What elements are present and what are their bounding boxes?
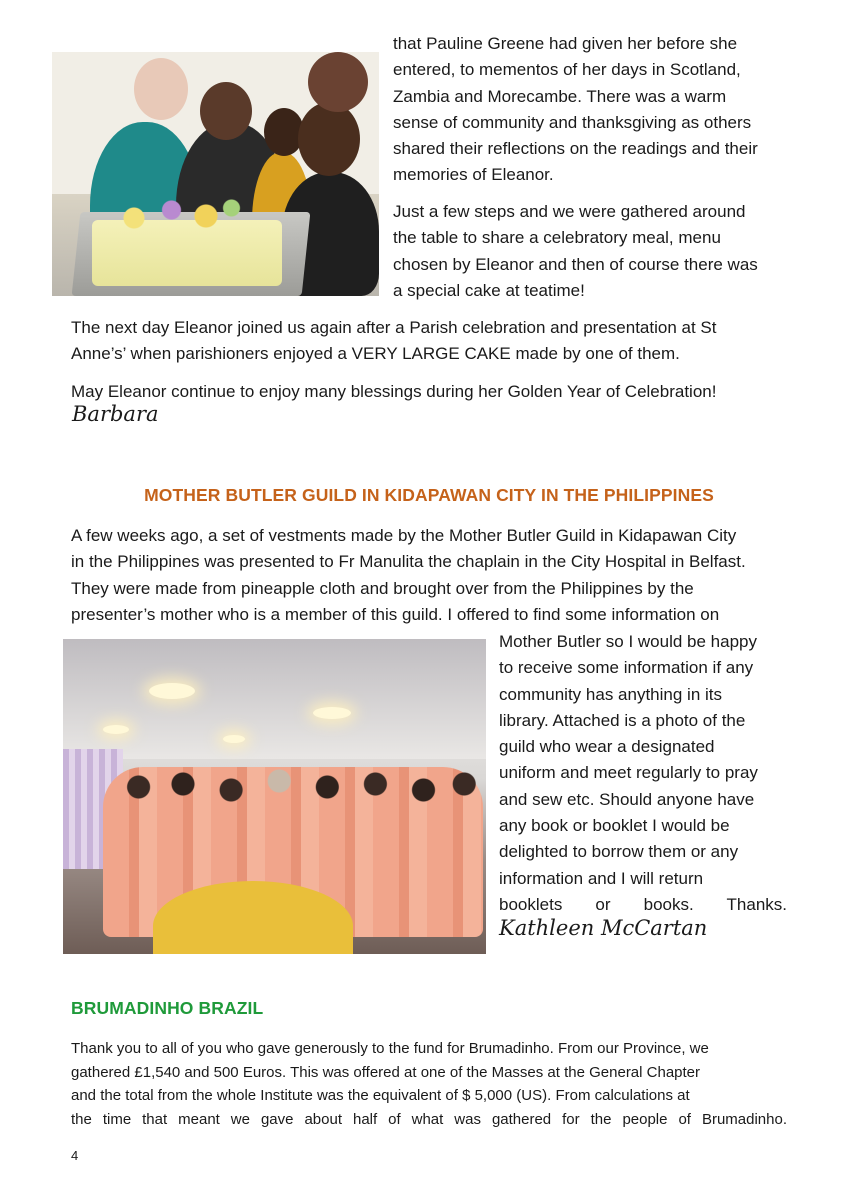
text-line: chosen by Eleanor and then of course there was xyxy=(393,254,758,274)
signature-barbara: Barbara xyxy=(72,402,159,426)
guild-group-photo xyxy=(63,639,486,954)
heading-mother-butler-guild: MOTHER BUTLER GUILD IN KIDAPAWAN CITY IN THE PHILIPPINES xyxy=(144,485,714,505)
text-line: that Pauline Greene had given her before she xyxy=(393,34,738,53)
text-line: the time that meant we gave about half of what was gathered for the people of Brumadinho. xyxy=(71,1110,787,1128)
paragraph-parish-celebration xyxy=(71,315,787,368)
text-line: in the Philippines was presented to Fr Manulita the chaplain in the City Hospital in Belfast. xyxy=(71,552,746,572)
text-line: and sew etc. Should anyone have xyxy=(499,789,755,809)
text-line: Just a few steps and we were gathered around xyxy=(393,202,746,221)
text-line: to receive some information if any xyxy=(499,658,754,678)
text-line: shared their reflections on the readings and their xyxy=(393,139,758,159)
column-paragraph-guild xyxy=(499,629,787,918)
text-line: and the total from the whole Institute was the equivalent of $ 5,000 (US). From calculations at xyxy=(71,1087,690,1104)
text-line: memories of Eleanor. xyxy=(393,165,554,185)
text-line: information and I will return xyxy=(499,868,704,888)
text-line: the table to share a celebratory meal, menu xyxy=(393,228,721,248)
heading-brumadinho-brazil: BRUMADINHO BRAZIL xyxy=(71,998,264,1018)
text-line: library. Attached is a photo of the xyxy=(499,710,746,730)
text-line: Anne’s’ when parishioners enjoyed a VERY LARGE CAKE made by one of them. xyxy=(71,344,680,364)
text-line: any book or booklet I would be xyxy=(499,816,730,836)
text-line: sense of community and thanksgiving as others xyxy=(393,112,752,132)
text-line: entered, to mementos of her days in Scotland, xyxy=(393,60,741,80)
paragraph-vestments xyxy=(71,523,787,628)
text-line: Zambia and Morecambe. There was a warm xyxy=(393,86,727,106)
text-line: presenter’s mother who is a member of this guild. I offered to find some information on xyxy=(71,604,720,624)
text-line: community has anything in its xyxy=(499,684,722,704)
text-line: A few weeks ago, a set of vestments made by the Mother Butler Guild in Kidapawan City xyxy=(71,526,737,545)
text-line: a special cake at teatime! xyxy=(393,280,585,300)
text-line: booklets or books. Thanks. xyxy=(499,894,787,914)
text-line: They were made from pineapple cloth and brought over from the Philippines by the xyxy=(71,578,694,598)
text-line: The next day Eleanor joined us again after a Parish celebration and presentation at St xyxy=(71,318,717,337)
text-line: Mother Butler so I would be happy xyxy=(499,632,757,651)
text-line: guild who wear a designated xyxy=(499,737,715,757)
paragraph-golden-year: May Eleanor continue to enjoy many blessings during her Golden Year of Celebration! xyxy=(71,382,717,401)
celebration-cake-photo xyxy=(52,52,379,296)
paragraph-brumadinho-fund xyxy=(71,1037,787,1131)
text-line: Thank you to all of you who gave generously to the fund for Brumadinho. From our Province, we xyxy=(71,1040,709,1057)
signature-kathleen-mccartan: Kathleen McCartan xyxy=(499,916,708,940)
text-line: uniform and meet regularly to pray xyxy=(499,763,758,783)
page-number: 4 xyxy=(71,1148,79,1163)
column-paragraph-meal xyxy=(393,199,787,304)
column-paragraph-mementos xyxy=(393,31,787,189)
text-line: delighted to borrow them or any xyxy=(499,842,739,862)
text-line: gathered £1,540 and 500 Euros. This was offered at one of the Masses at the General Chapter xyxy=(71,1063,701,1081)
